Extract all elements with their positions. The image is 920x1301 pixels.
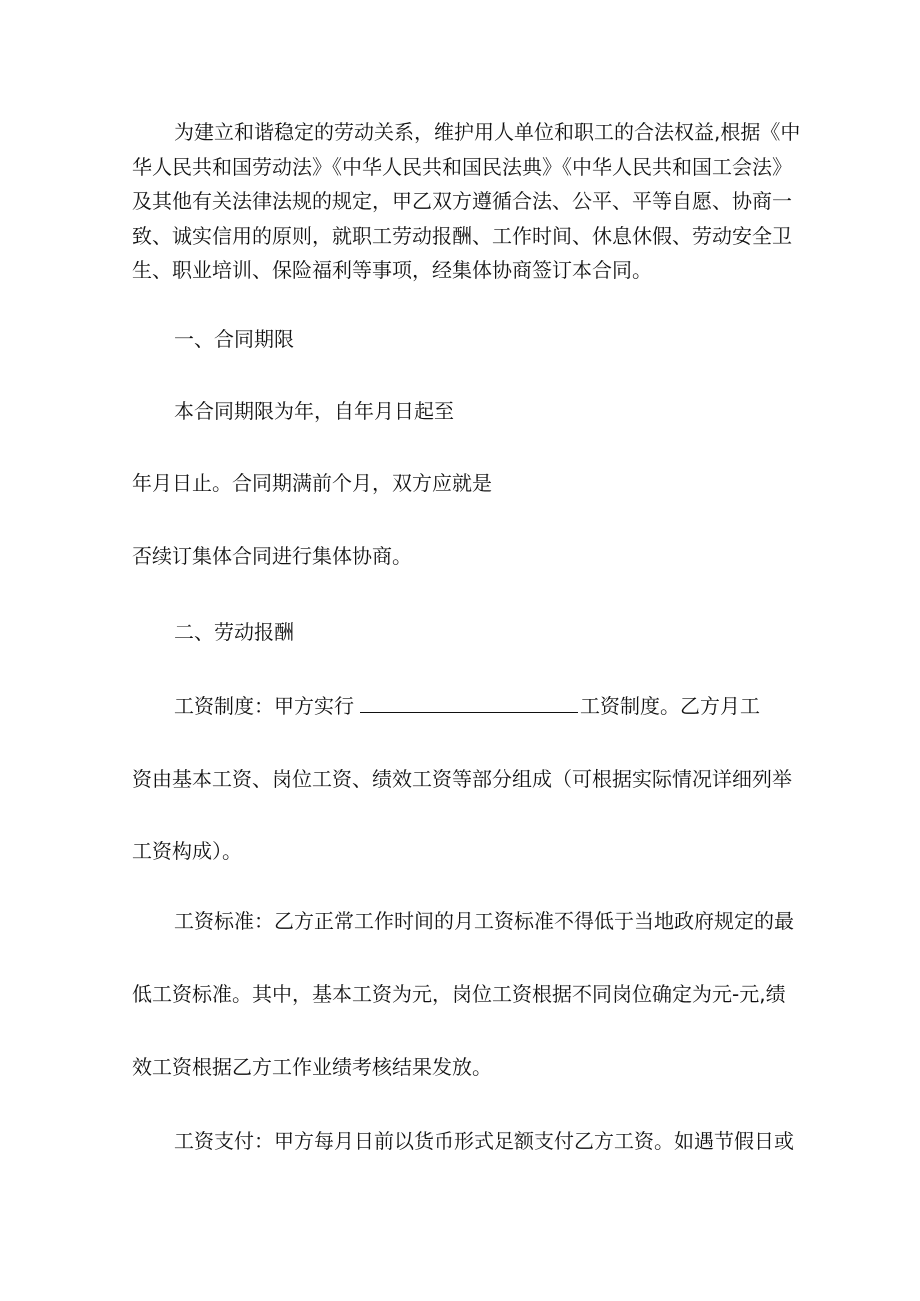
wage-system-line-1 [174, 692, 760, 720]
wage-standard-line-2: 低工资标准。其中，基本工资为元，岗位工资根据不同岗位确定为元-元,绩 [132, 982, 786, 1006]
wage-system-line-3: 工资构成）。 [132, 839, 242, 863]
wage-system-blank-field[interactable] [360, 694, 578, 713]
intro-line-5: 生、职业培训、保险福利等事项，经集体协商签订本合同。 [132, 258, 652, 282]
section1-heading: 一、合同期限 [174, 327, 294, 351]
wage-system-prefix: 工资制度：甲方实行 [174, 694, 354, 718]
wage-payment-line-1: 工资支付：甲方每月日前以货币形式足额支付乙方工资。如遇节假日或 [174, 1129, 794, 1153]
intro-line-3: 及其他有关法律法规的规定，甲乙双方遵循合法、公平、平等自愿、协商一 [132, 189, 792, 213]
wage-system-line-2: 资由基本工资、岗位工资、绩效工资等部分组成（可根据实际情况详细列举 [132, 767, 792, 791]
wage-standard-line-3: 效工资根据乙方工作业绩考核结果发放。 [132, 1055, 492, 1079]
intro-line-2: 华人民共和国劳动法》《中华人民共和国民法典》《中华人民共和国工会法》 [132, 155, 792, 179]
intro-line-1: 为建立和谐稳定的劳动关系，维护用人单位和职工的合法权益,根据《中 [174, 120, 801, 144]
section1-line-2: 年月日止。合同期满前个月，双方应就是 [132, 471, 492, 495]
wage-standard-line-1: 工资标准：乙方正常工作时间的月工资标准不得低于当地政府规定的最 [174, 909, 794, 933]
intro-line-4: 致、诚实信用的原则，就职工劳动报酬、工作时间、休息休假、劳动安全卫 [132, 224, 792, 248]
section2-heading: 二、劳动报酬 [174, 620, 294, 644]
section1-line-1: 本合同期限为年，自年月日起至 [174, 399, 454, 423]
section1-line-3: 否续订集体合同进行集体协商。 [132, 544, 412, 568]
wage-system-suffix: 工资制度。乙方月工 [580, 694, 760, 718]
